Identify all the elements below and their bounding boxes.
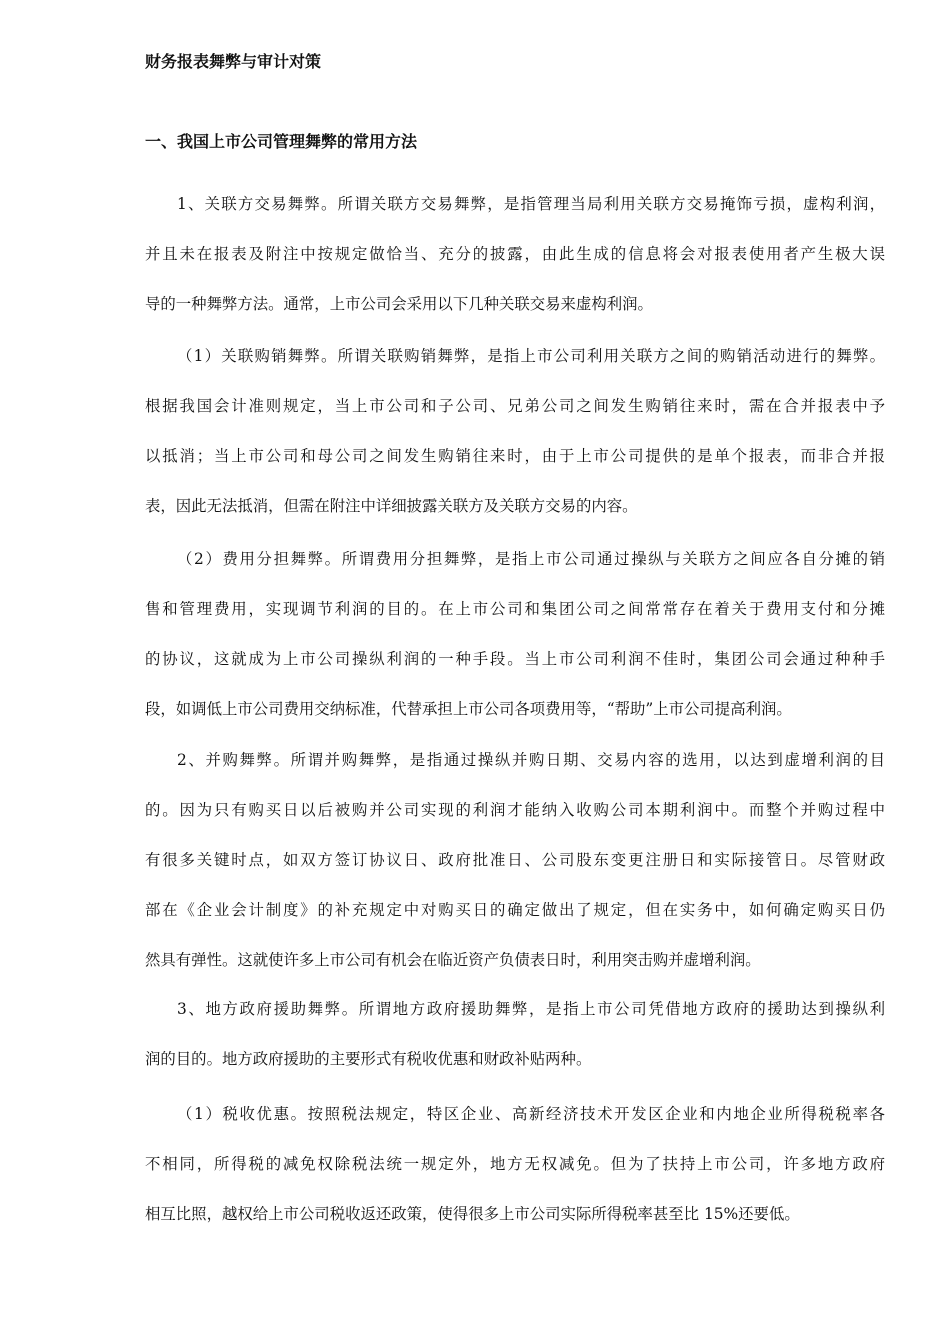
paragraph-line: （1）关联购销舞弊。所谓关联购销舞弊，是指上市公司利用关联方之间的购销活动进行的舞弊。 — [177, 347, 885, 365]
paragraph-line: 2、并购舞弊。所谓并购舞弊，是指通过操纵并购日期、交易内容的选用，以达到虚增利润的目 — [177, 751, 885, 769]
paragraph-expense-sharing-fraud — [145, 545, 885, 745]
paragraph-line: 表，因此无法抵消，但需在附注中详细披露关联方及关联方交易的内容。 — [145, 497, 638, 515]
paragraph-line: 并且未在报表及附注中按规定做恰当、充分的披露，由此生成的信息将会对报表使用者产生极大误 — [145, 245, 885, 263]
paragraph-line: 的协议，这就成为上市公司操纵利润的一种手段。当上市公司利润不佳时，集团公司会通过种种手 — [145, 650, 885, 668]
paragraph-line: 相互比照，越权给上市公司税收返还政策，使得很多上市公司实际所得税率甚至比 15%还要低。 — [145, 1205, 800, 1223]
paragraph-line: 润的目的。地方政府援助的主要形式有税收优惠和财政补贴两种。 — [145, 1050, 592, 1068]
paragraph-line: 然具有弹性。这就使许多上市公司有机会在临近资产负债表日时，利用突击购并虚增利润。 — [145, 951, 761, 969]
paragraph-line: 1、关联方交易舞弊。所谓关联方交易舞弊，是指管理当局利用关联方交易掩饰亏损，虚构利润， — [177, 195, 885, 213]
paragraph-line: 的。因为只有购买日以后被购并公司实现的利润才能纳入收购公司本期利润中。而整个并购过程中 — [145, 801, 885, 819]
paragraph-merger-fraud — [145, 746, 885, 996]
paragraph-line: 有很多关键时点，如双方签订协议日、政府批准日、公司股东变更注册日和实际接管日。尽管财政 — [145, 851, 885, 869]
paragraph-tax-incentives — [145, 1100, 885, 1250]
paragraph-line: 以抵消；当上市公司和母公司之间发生购销往来时，由于上市公司提供的是单个报表，而非合并报 — [145, 447, 885, 465]
paragraph-line: （1）税收优惠。按照税法规定，特区企业、高新经济技术开发区企业和内地企业所得税税率各 — [177, 1105, 885, 1123]
paragraph-line: 导的一种舞弊方法。通常，上市公司会采用以下几种关联交易来虚构利润。 — [145, 295, 653, 313]
paragraph-related-purchase-sales-fraud — [145, 342, 885, 542]
paragraph-related-party-fraud — [145, 190, 885, 340]
paragraph-local-government-aid-fraud — [145, 995, 885, 1095]
paragraph-line: 段，如调低上市公司费用交纳标准，代替承担上市公司各项费用等，“帮助”上市公司提高利润。 — [145, 700, 792, 718]
paragraph-line: 售和管理费用，实现调节利润的目的。在上市公司和集团公司之间常常存在着关于费用支付和分摊 — [145, 600, 885, 618]
paragraph-line: 不相同，所得税的减免权除税法统一规定外，地方无权减免。但为了扶持上市公司，许多地方政府 — [145, 1155, 885, 1173]
paragraph-line: 部在《企业会计制度》的补充规定中对购买日的确定做出了规定，但在实务中，如何确定购买日仍 — [145, 901, 885, 919]
document-title: 财务报表舞弊与审计对策 — [145, 52, 322, 71]
paragraph-line: （2）费用分担舞弊。所谓费用分担舞弊，是指上市公司通过操纵与关联方之间应各自分摊的销 — [177, 550, 885, 568]
paragraph-line: 3、地方政府援助舞弊。所谓地方政府援助舞弊，是指上市公司凭借地方政府的援助达到操纵利 — [177, 1000, 885, 1018]
section-heading: 一、我国上市公司管理舞弊的常用方法 — [145, 132, 418, 151]
paragraph-line: 根据我国会计准则规定，当上市公司和子公司、兄弟公司之间发生购销往来时，需在合并报表中予 — [145, 397, 885, 415]
